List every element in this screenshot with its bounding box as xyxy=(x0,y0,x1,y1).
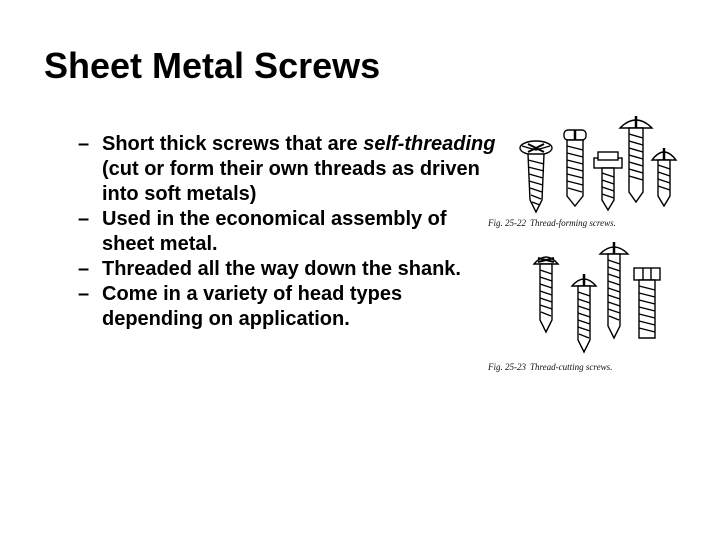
bullet-item xyxy=(78,207,498,257)
slide-title: Sheet Metal Screws xyxy=(44,45,381,86)
round-head-screw-icon xyxy=(652,148,676,206)
hex-head-screw-icon xyxy=(594,152,622,210)
bullet-text-part: (cut or form their own threads as driven into soft metals) xyxy=(102,158,480,205)
pan-head-screw-icon xyxy=(564,130,586,206)
bullet-dash: – xyxy=(78,283,90,305)
truss-head-screw-icon xyxy=(620,116,652,202)
bullet-list xyxy=(78,132,498,332)
hex-head-cutting-screw-icon xyxy=(634,268,660,338)
truss-head-cutting-screw-icon xyxy=(600,242,628,338)
figure-number: Fig. 25-22 xyxy=(488,218,526,228)
bullet-item xyxy=(78,132,498,207)
bullet-item xyxy=(78,257,498,282)
figure-caption xyxy=(488,362,612,372)
bullet-text xyxy=(102,132,498,207)
flat-head-screw-icon xyxy=(520,141,552,212)
bullet-text: Come in a variety of head types depending on application. xyxy=(102,283,403,330)
figure-caption-text: Thread-forming screws. xyxy=(530,218,616,228)
figure-caption xyxy=(488,218,616,228)
figure-panel xyxy=(484,100,694,380)
bullet-text: Used in the economical assembly of sheet metal. xyxy=(102,208,447,255)
bullet-dash: – xyxy=(78,258,90,280)
bullet-item xyxy=(78,282,498,332)
oval-head-screw-icon xyxy=(534,257,558,332)
thread-cutting-screws-illustration xyxy=(484,240,694,380)
bullet-dash: – xyxy=(78,133,90,155)
bullet-text-part: Short thick screws that are xyxy=(102,133,364,155)
bullet-dash: – xyxy=(78,208,90,230)
round-head-cutting-screw-icon xyxy=(572,274,596,352)
thread-forming-screws-illustration xyxy=(484,100,694,232)
figure-caption-text: Thread-cutting screws. xyxy=(530,362,613,372)
bullet-text: Threaded all the way down the shank. xyxy=(102,258,461,280)
figure-number: Fig. 25-23 xyxy=(488,362,526,372)
bullet-text-emphasis: self-threading xyxy=(363,133,496,155)
